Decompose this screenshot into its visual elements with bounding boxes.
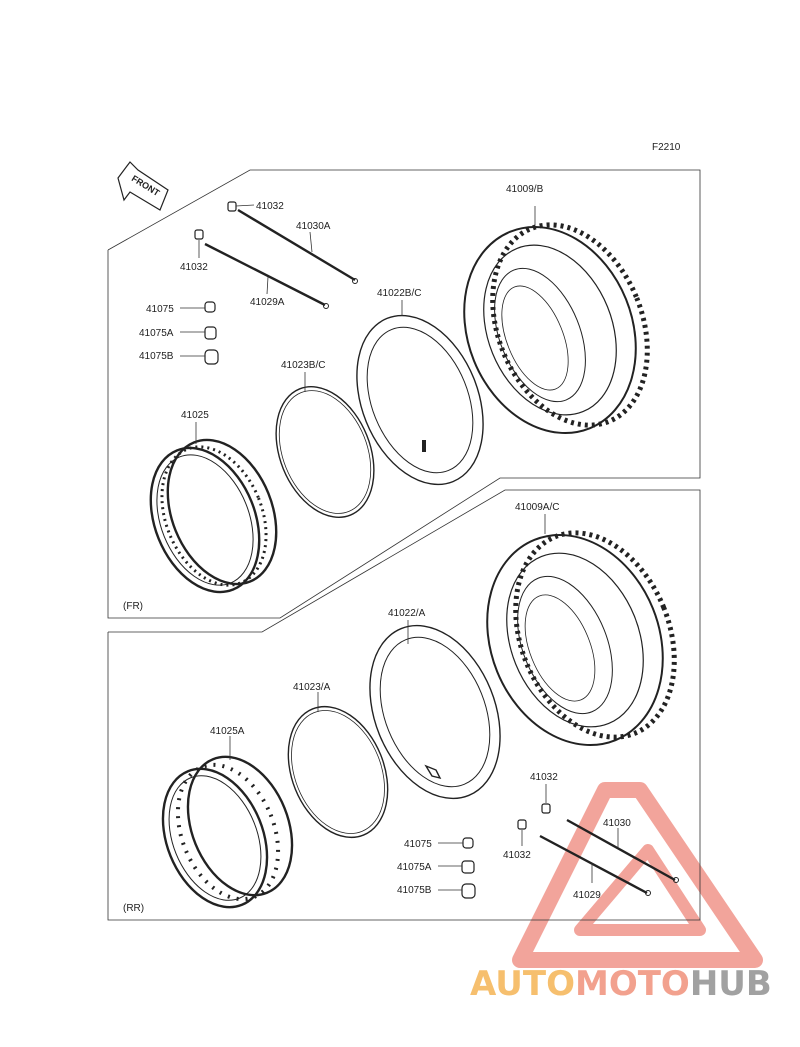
rear-label-rim-band: 41023/A	[293, 682, 331, 693]
rear-label-spoke-b: 41029	[573, 890, 601, 901]
front-nut-left	[195, 230, 203, 258]
front-label-rim: 41025	[181, 410, 209, 421]
front-section-frame	[108, 170, 700, 618]
rear-tire	[457, 508, 704, 771]
svg-text:AUTOMOTOHUB	[470, 964, 772, 1004]
front-label-weight-1: 41075	[146, 304, 174, 315]
front-weight-2	[180, 327, 216, 339]
front-rim-band	[258, 372, 392, 532]
rear-weight-1	[438, 838, 473, 848]
front-weight-3	[180, 350, 218, 364]
front-label-axle-nut-left: 41032	[180, 262, 208, 273]
front-tube	[333, 297, 506, 504]
front-tire	[434, 201, 675, 459]
watermark-triangle	[520, 790, 755, 960]
rear-label-weight-1: 41075	[404, 839, 432, 850]
front-weight-1	[180, 302, 215, 312]
rear-weight-2	[438, 861, 474, 873]
watermark-logo	[470, 964, 772, 1004]
watermark-part-hub: HUB	[689, 964, 772, 1004]
rear-label-tube: 41022/A	[388, 608, 426, 619]
front-arrow-icon	[118, 162, 168, 210]
figure-code: F2210	[652, 142, 681, 153]
section-label-rear: (RR)	[123, 903, 145, 914]
front-label-weight-3: 41075B	[139, 351, 174, 362]
rear-label-tire: 41009A/C	[515, 502, 560, 513]
rear-label-axle-nut-top: 41032	[530, 772, 558, 783]
front-label-tire: 41009/B	[506, 184, 544, 195]
front-label-tube: 41022B/C	[377, 288, 422, 299]
rear-nut-top	[542, 784, 550, 813]
rear-tube	[346, 606, 525, 818]
rear-rim	[144, 736, 312, 923]
front-label-weight-2: 41075A	[139, 328, 174, 339]
watermark-part-auto: AUTO	[470, 964, 575, 1004]
front-arrow-label: FRONT	[129, 173, 162, 199]
section-label-front: (FR)	[123, 601, 143, 612]
rear-label-axle-nut-left: 41032	[503, 850, 531, 861]
rear-nut-left	[518, 820, 526, 846]
front-nut-top	[228, 202, 254, 211]
rear-label-weight-3: 41075B	[397, 885, 432, 896]
front-rim	[131, 422, 297, 608]
front-label-axle-nut-top: 41032	[256, 201, 284, 212]
rear-label-weight-2: 41075A	[397, 862, 432, 873]
front-label-spoke-b: 41029A	[250, 297, 285, 308]
rear-label-rim: 41025A	[210, 726, 245, 737]
front-label-rim-band: 41023B/C	[281, 360, 326, 371]
rear-label-spoke-a: 41030	[603, 818, 631, 829]
front-label-spoke-a: 41030A	[296, 221, 331, 232]
watermark-part-moto: MOTO	[574, 964, 690, 1004]
rear-weight-3	[438, 884, 475, 898]
